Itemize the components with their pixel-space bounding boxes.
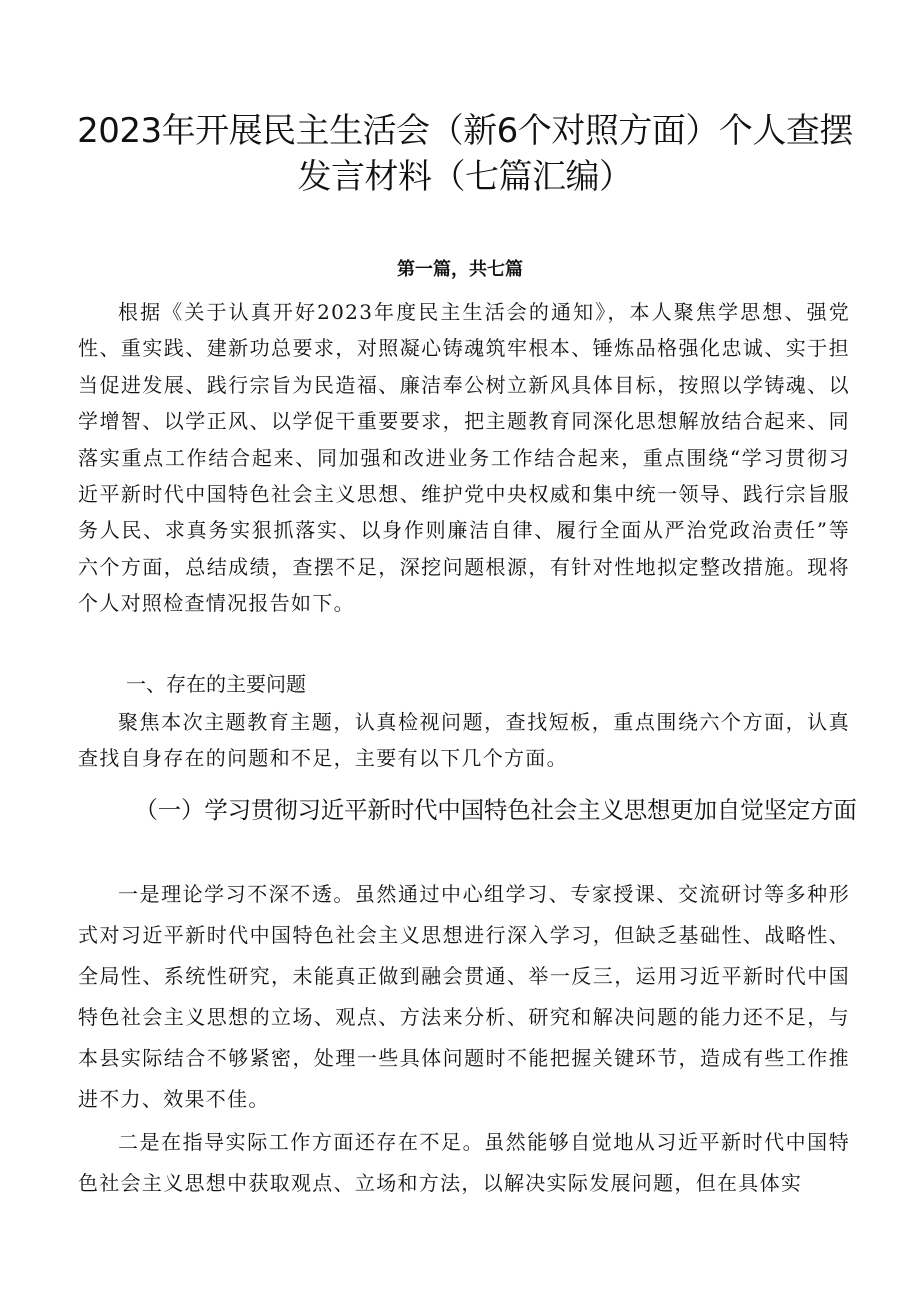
section-intro-paragraph: 聚焦本次主题教育主题，认真检视问题，查找短板，重点围绕六个方面，认真查找自身存在的问题和不足，主要有以下几个方面。 [78, 710, 850, 771]
intro-paragraph: 根据《关于认真开好2023年度民主生活会的通知》，本人聚焦学思想、强党性、重实践、建新功总要求，对照凝心铸魂筑牢根本、锤炼品格强化忠诚、实于担当促进发展、践行宗旨为民造福、廉洁奉公树立新风具体目标，按照以学铸魂、以学增智、以学正风、以学促干重要要求，把主题教育同深化思想解放结合起来、同落实重点工作结合起来、同加强和改进业务工作结合起来，重点围绕“学习贯彻习近平新时代中国特色社会主义思想、维护党中央权威和集中统一领导、践行宗旨服务人民、求真务实狠抓落实、以身作则廉洁自律、履行全面从严治党政治责任”等六个方面，总结成绩，查摆不足，深挖问题根源，有针对性地拟定整改措施。现将个人对照检查情况报告如下。 [78, 300, 850, 616]
problem-paragraph-one: 一是理论学习不深不透。虽然通过中心组学习、专家授课、交流研讨等多种形式对习近平新时代中国特色社会主义思想进行深入学习，但缺乏基础性、战略性、全局性、系统性研究，未能真正做到融会贯通、举一反三，运用习近平新时代中国特色社会主义思想的立场、观点、方法来分析、研究和解决问题的能力还不足，与本县实际结合不够紧密，处理一些具体问题时不能把握关键环节，造成有些工作推进不力、效果不佳。 [78, 882, 850, 1111]
document-title: 2023年开展民主生活会（新6个对照方面）个人查摆发言材料（七篇汇编） [77, 111, 853, 197]
section-heading-main-problems: 一、存在的主要问题 [126, 672, 306, 696]
problem-paragraph-two: 二是在指导实际工作方面还存在不足。虽然能够自觉地从习近平新时代中国特色社会主义思想中获取观点、立场和方法，以解决实际发展问题，但在具体实 [78, 1130, 850, 1195]
subsection-heading-theory-study: （一）学习贯彻习近平新时代中国特色社会主义思想更加自觉坚定方面 [134, 796, 857, 824]
part-label: 第一篇，共七篇 [397, 259, 523, 280]
